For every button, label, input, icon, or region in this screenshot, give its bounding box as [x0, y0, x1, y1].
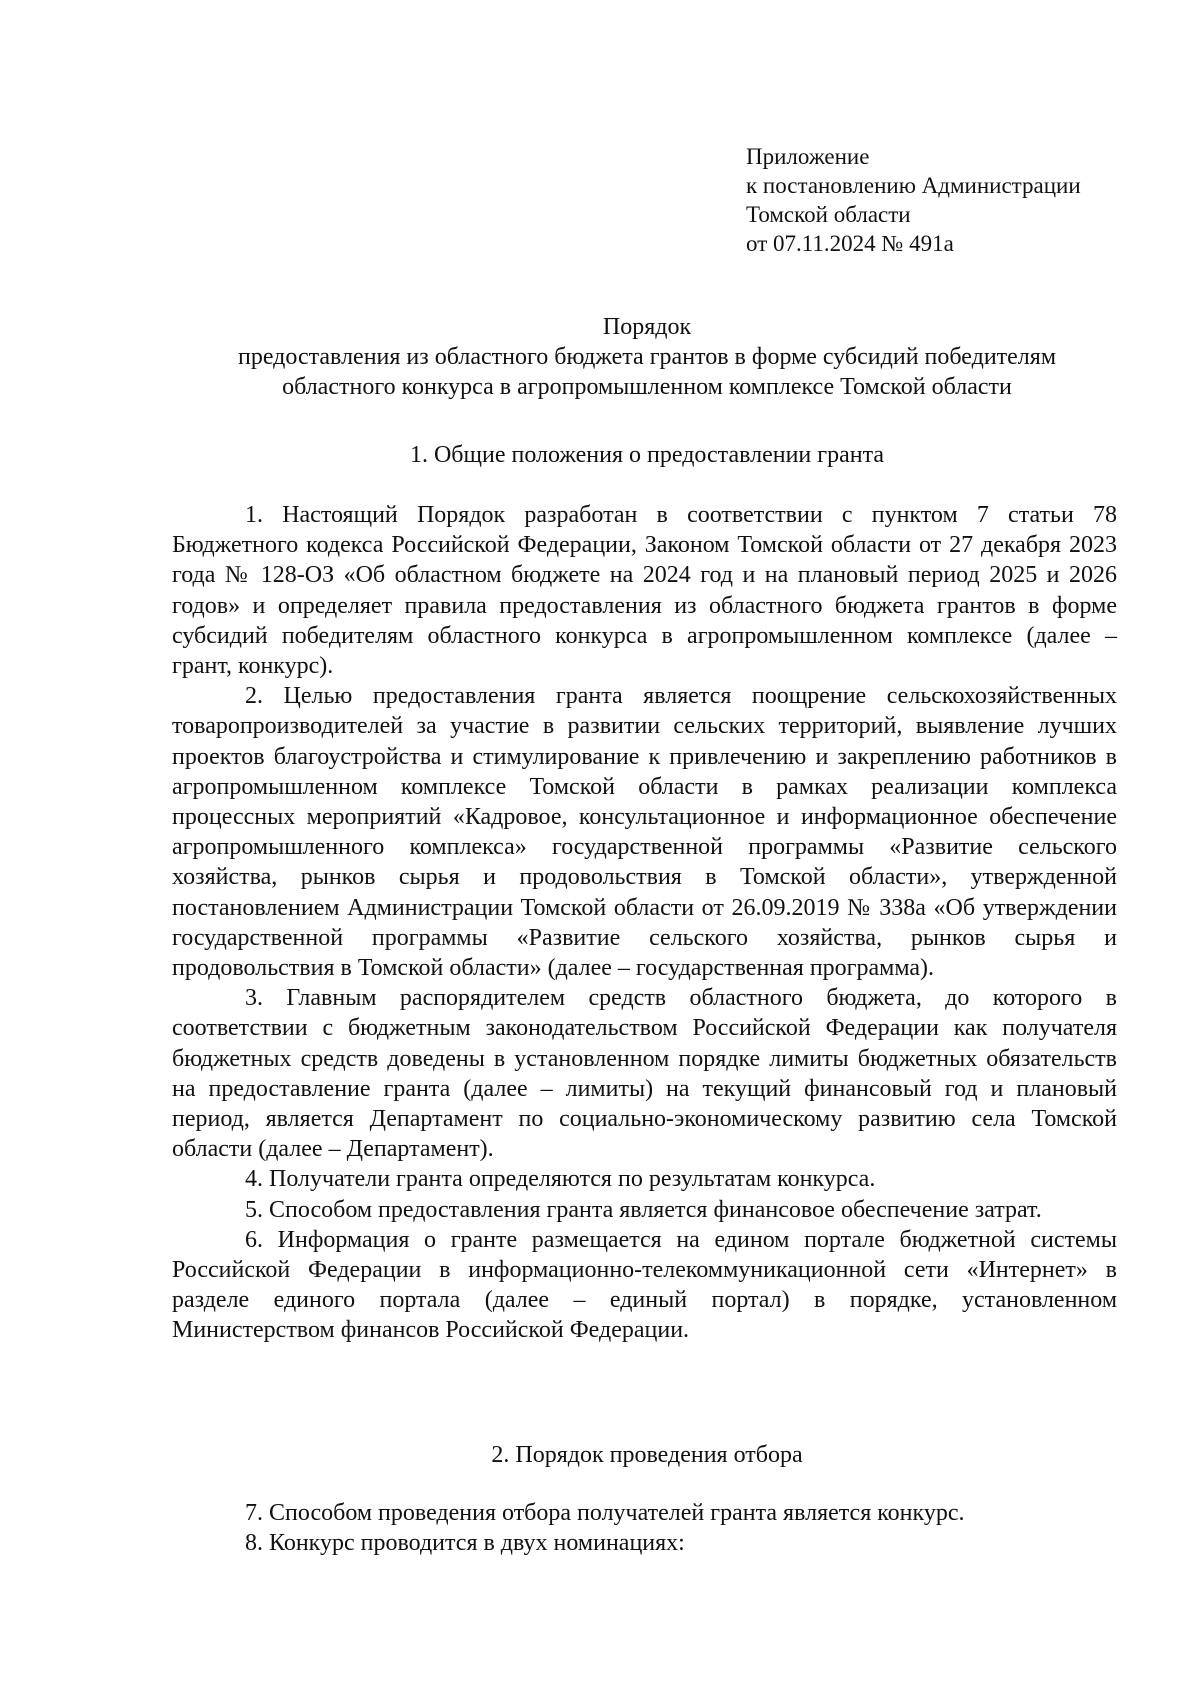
- title-line: областного конкурса в агропромышленном комплексе Томской области: [282, 374, 1012, 400]
- section-2-body: [172, 1498, 1117, 1558]
- paragraph-3: 3. Главным распорядителем средств областного бюджета, до которого в соответствии с бюджетным законодательством Российской Федерации как получателя бюджетных средств доведены в установленном порядке лимиты бюджетных обязательств на предоставление гранта (далее – лимиты) на текущий финансовый год и плановый период, является Департамент по социально-экономическому развитию села Томской области (далее – Департамент).: [172, 985, 1117, 1163]
- appendix-block: [746, 142, 1081, 258]
- paragraph-5: 5. Способом предоставления гранта является финансовое обеспечение затрат.: [245, 1196, 1042, 1223]
- appendix-line: Приложение: [746, 144, 870, 169]
- section-1-body: [172, 500, 1117, 1346]
- section-heading-2: 2. Порядок проведения отбора: [491, 1442, 803, 1468]
- paragraph-1: 1. Настоящий Порядок разработан в соответствии с пунктом 7 статьи 78 Бюджетного кодекса Российской Федерации, Законом Томской области от 27 декабря 2023 года № 128-ОЗ «Об областном бюджете на 2024 год и на плановый период 2025 и 2026 годов» и определяет правила предоставления из областного бюджета грантов в форме субсидий победителям областного конкурса в агропромышленном комплексе (далее – грант, конкурс).: [172, 502, 1117, 680]
- appendix-line: к постановлению Администрации: [746, 173, 1081, 198]
- paragraph-2: 2. Целью предоставления гранта является поощрение сельскохозяйственных товаропроизводителей за участие в развитии сельских территорий, выявление лучших проектов благоустройства и стимулирование к привлечению и закреплению работников в агропромышленном комплексе Томской области в рамках реализации комплекса процессных мероприятий «Кадровое, консультационное и информационное обеспечение агропромышленного комплекса» государственной программы «Развитие сельского хозяйства, рынков сырья и продовольствия в Томской области», утвержденной постановлением Администрации Томской области от 26.09.2019 № 338а «Об утверждении государственной программы «Развитие сельского хозяйства, рынков сырья и продовольствия в Томской области» (далее – государственная программа).: [172, 683, 1117, 982]
- paragraph-6: 6. Информация о гранте размещается на едином портале бюджетной системы Российской Федерации в информационно-телекоммуникационной сети «Интернет» в разделе единого портала (далее – единый портал) в порядке, установленном Министерством финансов Российской Федерации.: [172, 1226, 1117, 1344]
- title-line: Порядок: [602, 314, 692, 340]
- document-title: [172, 312, 1122, 402]
- paragraph-8: 8. Конкурс проводится в двух номинациях:: [245, 1530, 685, 1557]
- section-heading-1: 1. Общие положения о предоставлении гранта: [409, 442, 885, 468]
- paragraph-7: 7. Способом проведения отбора получателей гранта является конкурс.: [245, 1500, 965, 1526]
- paragraph-4: 4. Получатели гранта определяются по результатам конкурса.: [245, 1166, 876, 1193]
- title-line: предоставления из областного бюджета грантов в форме субсидий победителям: [237, 344, 1057, 370]
- appendix-line: от 07.11.2024 № 491а: [746, 231, 954, 256]
- appendix-line: Томской области: [746, 202, 911, 227]
